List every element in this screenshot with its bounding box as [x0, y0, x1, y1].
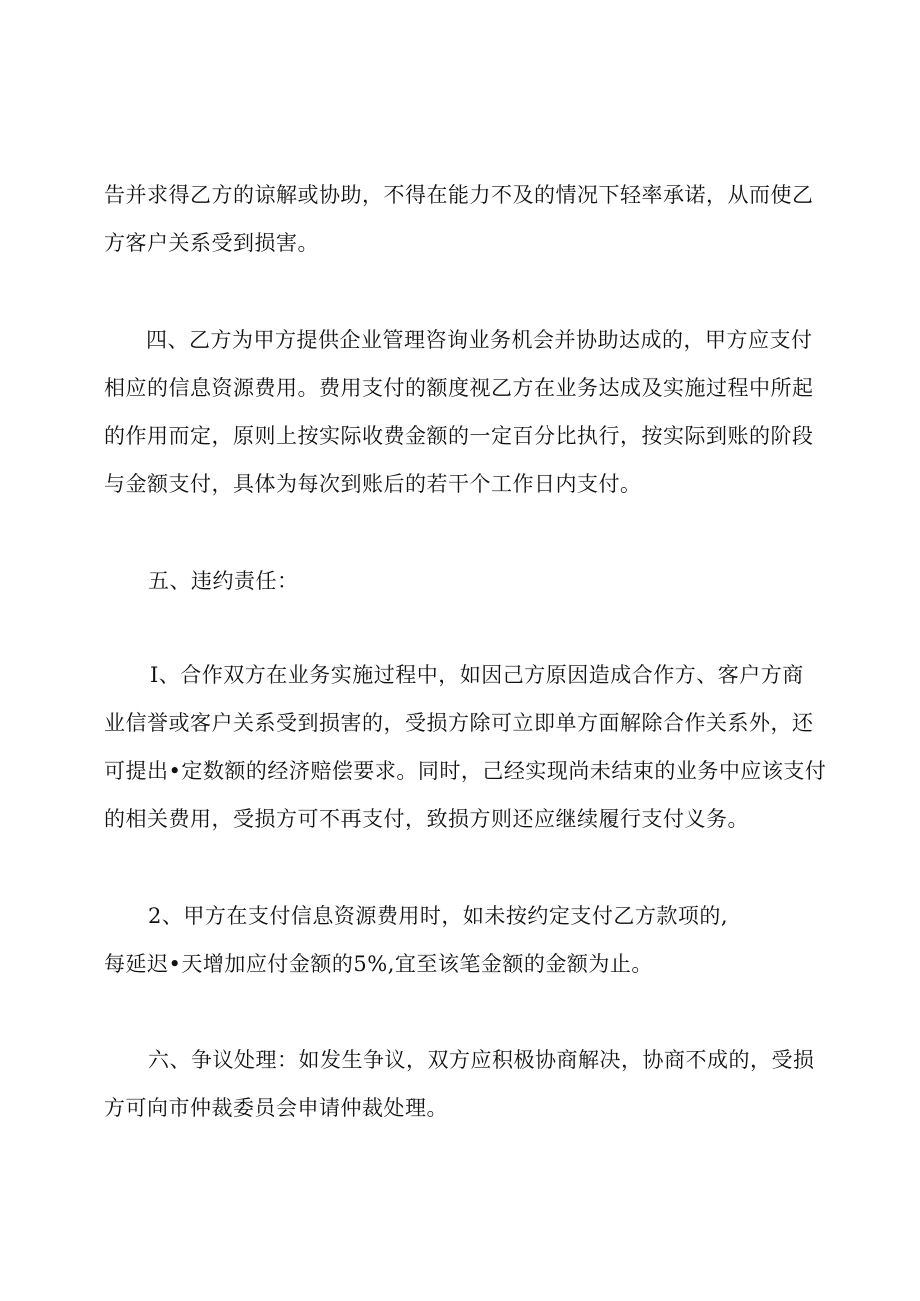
text-line: 的相关费用，受损方可不再支付，致损方则还应继续履行支付义务。 — [104, 807, 749, 831]
text-line: I、合作双方在业务实施过程中，如因己方原因造成合作方、客户方商 — [150, 663, 804, 687]
text-line: 可提出•定数额的经济赔偿要求。同时，己经实现尚未结束的业务中应该支付 — [104, 759, 827, 783]
text-line: 相应的信息资源费用。费用支付的额度视乙方在业务达成及实施过程中所起 — [104, 376, 814, 400]
text-line: 方可向市仲裁委员会申请仲裁处理。 — [104, 1096, 448, 1120]
text-line: 的作用而定，原则上按实际收费金额的一定百分比执行，按实际到账的阶段 — [104, 424, 814, 448]
text-line: 告并求得乙方的谅解或协助，不得在能力不及的情况下轻率承诺，从而使乙 — [104, 183, 814, 207]
text-line: 与金额支付，具体为每次到账后的若干个工作日内支付。 — [104, 472, 642, 496]
text-line: 2、甲方在支付信息资源费用时，如未按约定支付乙方款项的, — [148, 904, 729, 928]
text-line: 四、乙方为甲方提供企业管理咨询业务机会并协助达成的，甲方应支付 — [146, 328, 813, 352]
text-line: 六、争议处理：如发生争议，双方应积极协商解决，协商不成的，受损 — [148, 1048, 815, 1072]
section-heading: 五、违约责任： — [148, 569, 299, 593]
text-line: 方客户关系受到损害。 — [104, 231, 319, 255]
text-line: 每延迟•天增加应付金额的5%,宜至该笔金额的金额为止。 — [104, 952, 653, 976]
text-line: 业信誉或客户关系受到损害的，受损方除可立即单方面解除合作关系外，还 — [104, 711, 814, 735]
